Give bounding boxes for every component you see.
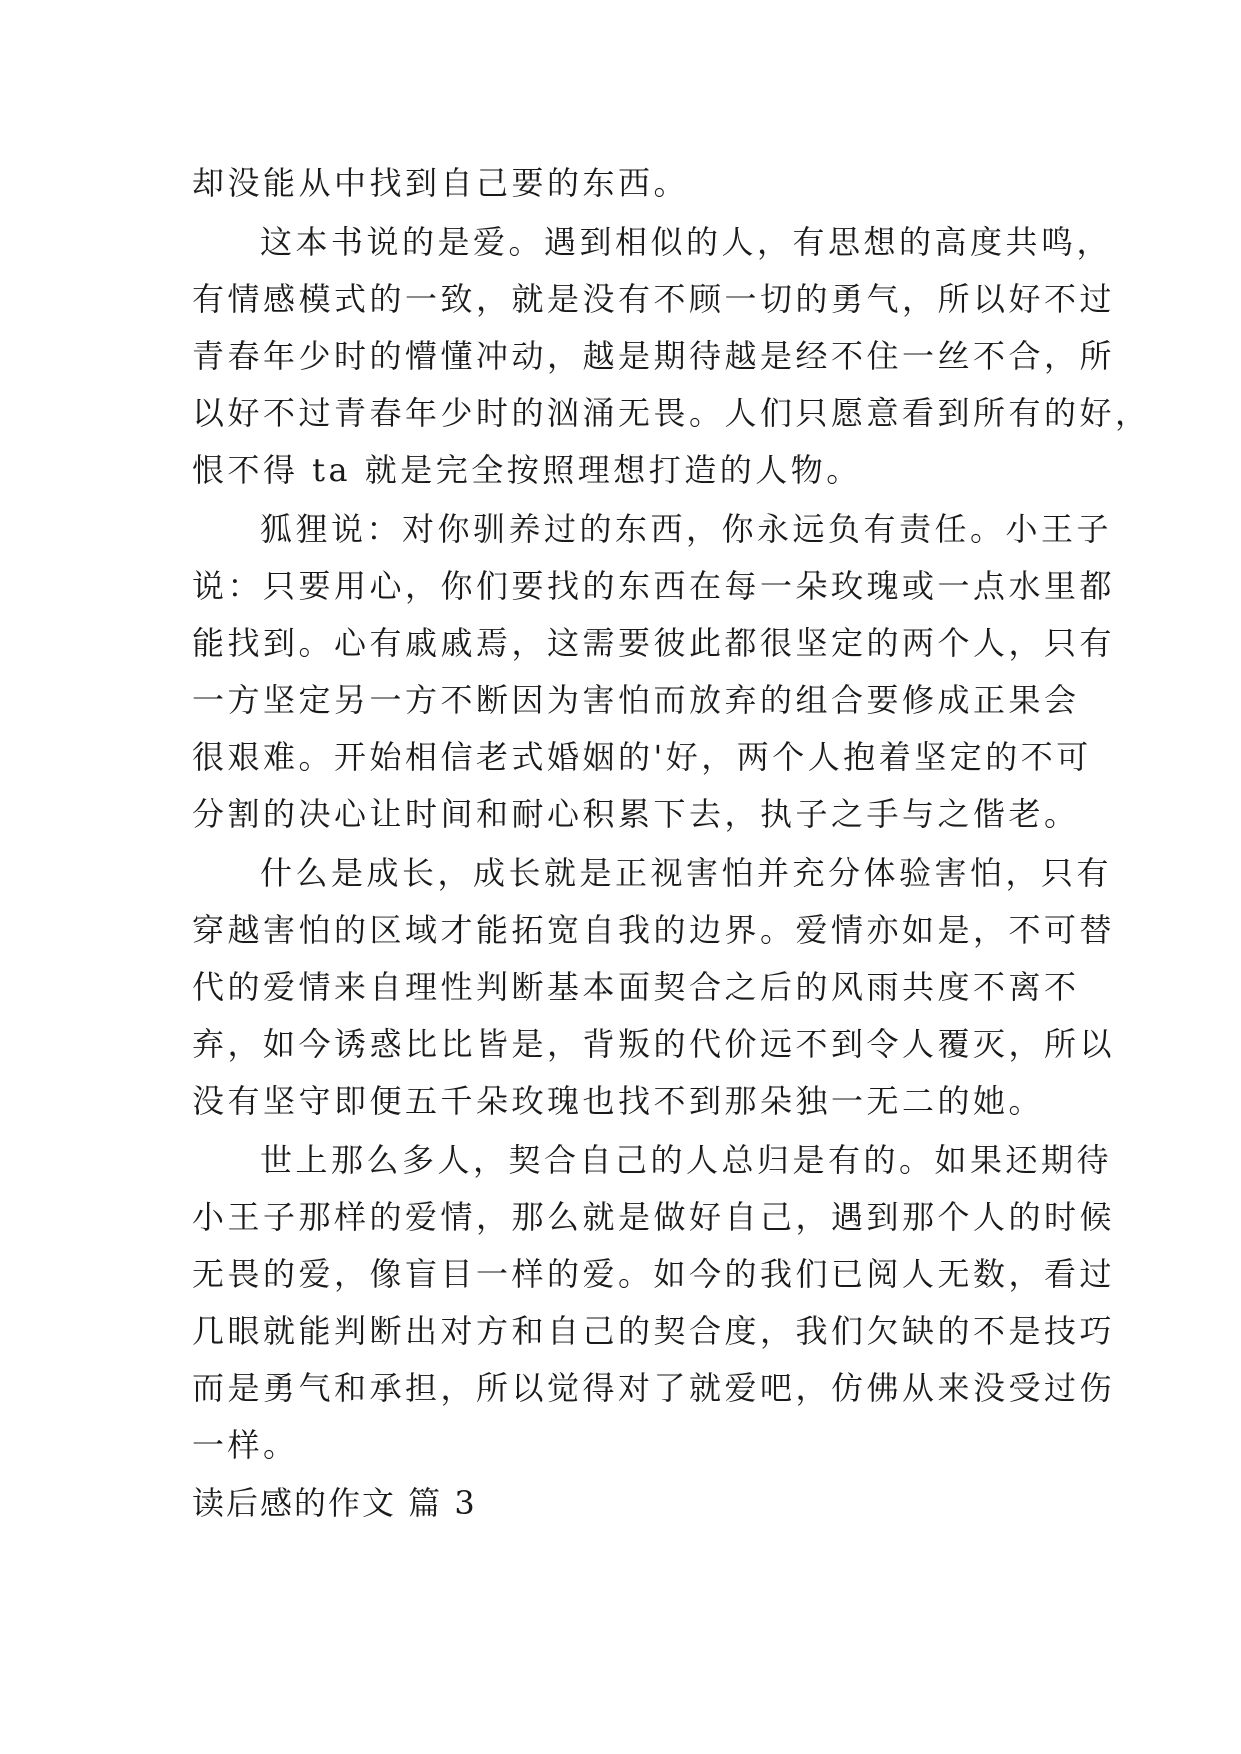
text-line: 却没能从中找到自己要的东西。 bbox=[192, 164, 690, 202]
paragraph-start-line: 这本书说的是爱。遇到相似的人，有思想的高度共鸣， bbox=[260, 223, 1113, 261]
text-line: 恨不得 ta 就是完全按照理想打造的人物。 bbox=[192, 451, 862, 489]
section-heading: 读后感的作文 篇 3 bbox=[192, 1484, 477, 1522]
text-line: 一样。 bbox=[192, 1426, 299, 1464]
text-line: 穿越害怕的区域才能拓宽自我的边界。爱情亦如是，不可替 bbox=[192, 911, 1116, 949]
text-line: 有情感模式的一致，就是没有不顾一切的勇气，所以好不过 bbox=[192, 280, 1116, 318]
text-line: 分割的决心让时间和耐心积累下去，执子之手与之偕老。 bbox=[192, 795, 1080, 833]
text-line: 几眼就能判断出对方和自己的契合度，我们欠缺的不是技巧 bbox=[192, 1312, 1116, 1350]
text-line: 无畏的爱，像盲目一样的爱。如今的我们已阅人无数，看过 bbox=[192, 1255, 1116, 1293]
text-line: 以好不过青春年少时的汹涌无畏。人们只愿意看到所有的好， bbox=[192, 394, 1151, 432]
text-line: 一方坚定另一方不断因为害怕而放弃的组合要修成正果会 bbox=[192, 681, 1080, 719]
text-line: 没有坚守即便五千朵玫瑰也找不到那朵独一无二的她。 bbox=[192, 1082, 1045, 1120]
paragraph-start-line: 世上那么多人，契合自己的人总归是有的。如果还期待 bbox=[260, 1141, 1113, 1179]
text-line: 很艰难。开始相信老式婚姻的'好，两个人抱着坚定的不可 bbox=[192, 738, 1092, 776]
text-line: 小王子那样的爱情，那么就是做好自己，遇到那个人的时候 bbox=[192, 1198, 1116, 1236]
paragraph-start-line: 狐狸说：对你驯养过的东西，你永远负有责任。小王子 bbox=[260, 510, 1113, 548]
text-line: 青春年少时的懵懂冲动，越是期待越是经不住一丝不合，所 bbox=[192, 337, 1116, 375]
text-line: 说：只要用心，你们要找的东西在每一朵玫瑰或一点水里都 bbox=[192, 567, 1116, 605]
text-line: 而是勇气和承担，所以觉得对了就爱吧，仿佛从来没受过伤 bbox=[192, 1369, 1116, 1407]
text-line: 代的爱情来自理性判断基本面契合之后的风雨共度不离不 bbox=[192, 968, 1080, 1006]
text-line: 能找到。心有戚戚焉，这需要彼此都很坚定的两个人，只有 bbox=[192, 624, 1116, 662]
paragraph-start-line: 什么是成长，成长就是正视害怕并充分体验害怕，只有 bbox=[260, 854, 1113, 892]
text-line: 弃，如今诱惑比比皆是，背叛的代价远不到令人覆灭，所以 bbox=[192, 1025, 1116, 1063]
